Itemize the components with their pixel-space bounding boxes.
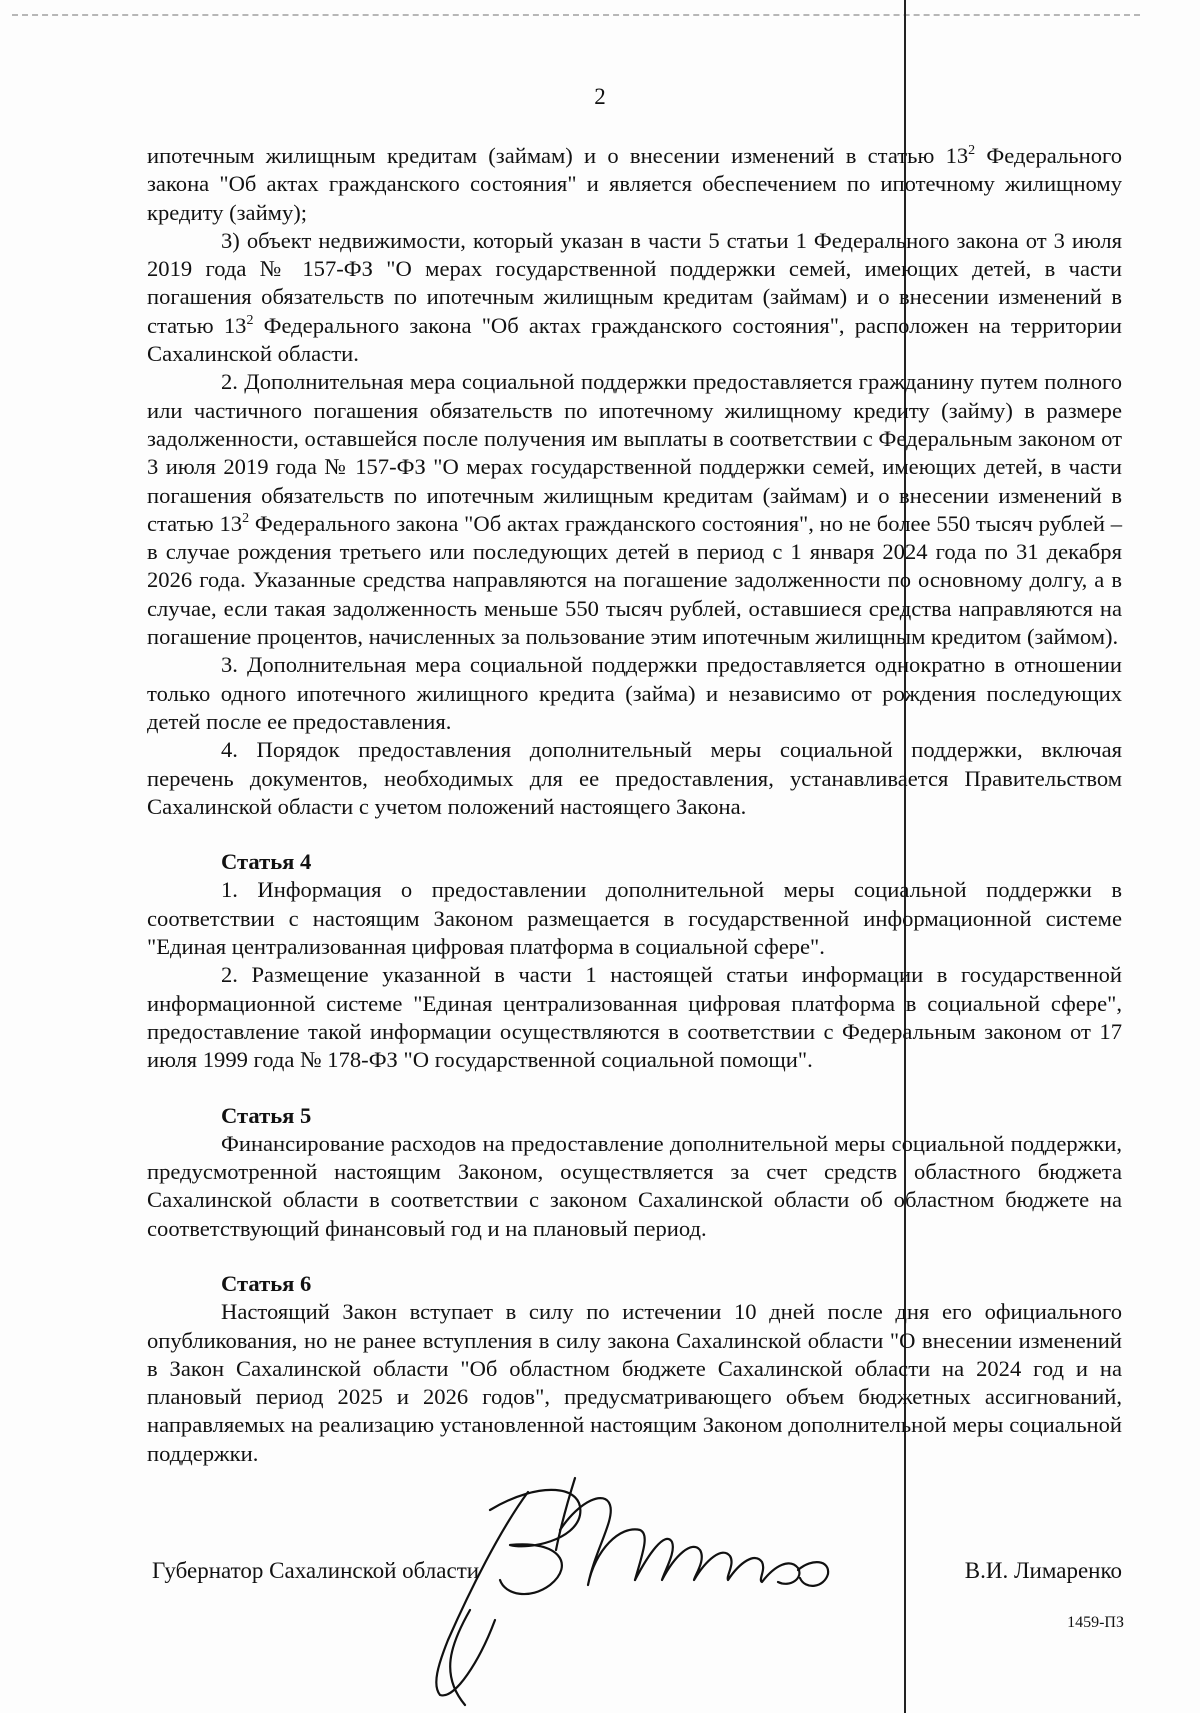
signature-block [152, 1558, 1122, 1584]
paragraph-continuation: ипотечным жилищным кредитам (займам) и о внесении изменений в статью $13^2$ Федерального закона "Об актах гражданского состояния" и является обеспечением по ипотечному жилищному кредиту (займу); [147, 143, 1123, 225]
article-5-text: Финансирование расходов на предоставление дополнительной меры социальной поддержки, предусмотренной настоящим Законом, осуществляется за счет средств областного бюджета Сахалинской области в соответствии с законом Сахалинской области об областном бюджете на соответствующий финансовый год и на плановый период. [147, 1130, 1122, 1241]
article-4-heading: Статья 4 [221, 849, 312, 875]
paragraph-part-2: 2. Дополнительная мера социальной поддержки предоставляется гражданину путем полного или частичного погашения обязательств по ипотечному жилищному кредиту (займу) в размере задолженности, оставшейся после получения им выплаты в соответствии с Федеральным законом от 3 июля 2019 года № 157-ФЗ "О мерах государственной поддержки семей, имеющих детей, в части погашения обязательств по ипотечным жилищным кредитам (займам) и о внесении изменений в статью $13^2$ Федерального закона "Об актах гражданского состояния", но не более 550 тысяч рублей – в случае рождения третьего или последующих детей в период с 1 января 2024 года по 31 декабря 2026 года. Указанные средства направляются на погашение задолженности по основному долгу, а в случае, если такая задолженность меньше 550 тысяч рублей, оставшиеся средства направляются на погашение процентов, начисленных за пользование этим ипотечным жилищным кредитом (займом). [147, 369, 1123, 650]
article-6-text: Настоящий Закон вступает в силу по истечении 10 дней после дня его официального опубликования, но не ранее вступления в силу закона Сахалинской области "О внесении изменений в Закон Сахалинской области "Об областном бюджете Сахалинской области на 2024 год и на плановый период 2025 и 2026 годов", предусматривающего объем бюджетных ассигнований, направляемых на реализацию установленной настоящим Законом дополнительной меры социальной поддержки. [147, 1299, 1122, 1466]
handwritten-signature [410, 1470, 930, 1710]
paragraph-part-4: 4. Порядок предоставления дополнительный меры социальной поддержки, включая перечень документов, необходимых для ее предоставления, устанавливается Правительством Сахалинской области с учетом положений настоящего Закона. [147, 737, 1122, 819]
paragraph-item-3: 3) объект недвижимости, который указан в части 5 статьи 1 Федерального закона от 3 июля 2019 года № 157-ФЗ "О мерах государственной поддержки семей, имеющих детей, в части погашения обязательств по ипотечным жилищным кредитам (займам) и о внесении изменений в статью $13^2$ Федерального закона "Об актах гражданского состояния", расположен на территории Сахалинской области. [147, 227, 1122, 367]
article-6-heading: Статья 6 [221, 1270, 312, 1296]
document-code: 1459-ПЗ [1067, 1614, 1124, 1631]
paragraph-part-3: 3. Дополнительная мера социальной поддержки предоставляется однократно в отношении только одного ипотечного жилищного кредита (займа) и независимо от рождения последующих детей после ее предоставления. [147, 652, 1122, 734]
article-4-part-1: 1. Информация о предоставлении дополнительной меры социальной поддержки в соответствии с настоящим Законом размещается в государственной информационной системе "Единая централизованная цифровая платформа в социальной сфере". [147, 877, 1122, 960]
page-number: 2 [594, 84, 606, 109]
signatory-name: В.И. Лимаренко [964, 1558, 1122, 1583]
document-body [147, 142, 1122, 1468]
article-5-heading: Статья 5 [221, 1102, 312, 1128]
scan-top-border [12, 14, 1140, 16]
article-4-part-2: 2. Размещение указанной в части 1 настоящей статьи информации в государственной информационной системе "Единая централизованная цифровая платформа в социальной сфере", предоставление такой информации осуществляются в соответствии с Федеральным законом от 17 июля 1999 года № 178-ФЗ "О государственной социальной помощи". [147, 962, 1122, 1073]
signatory-position: Губернатор Сахалинской области [152, 1558, 480, 1583]
